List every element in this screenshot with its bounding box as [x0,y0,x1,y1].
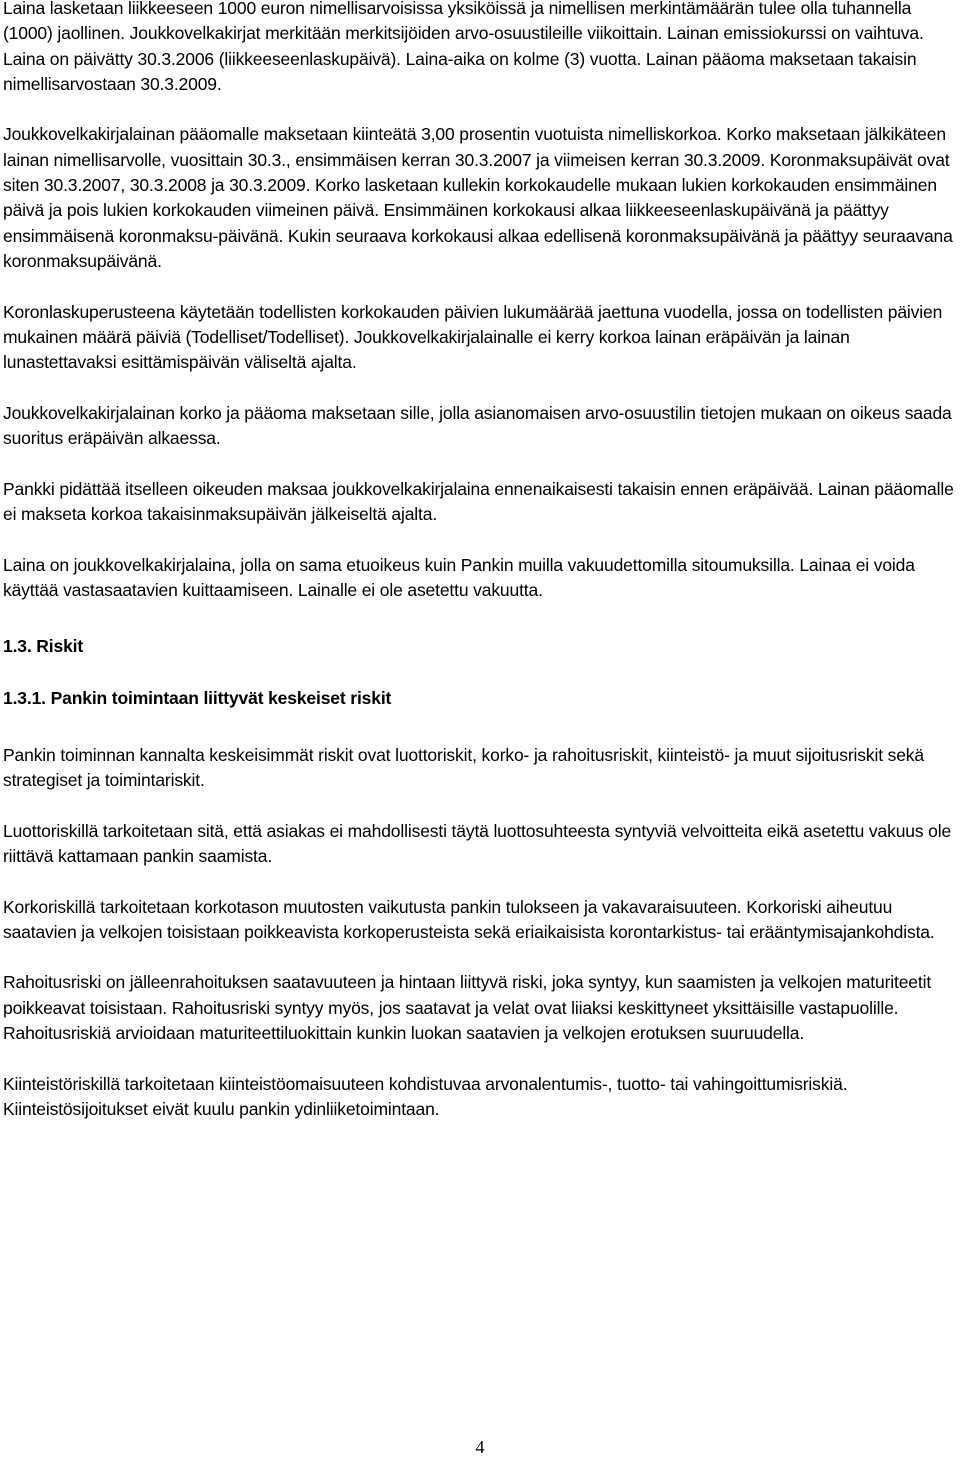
section-heading: 1.3. Riskit [3,636,84,657]
paragraph-real-estate-risk: Kiinteistöriskillä tarkoitetaan kiinteistöomaisuuteen kohdistuvaa arvonalentumis-, tuotto- tai vahingoittumisriskiä. Kiinteistösijoitukset eivät kuulu pankin ydinliiketoimintaan. [3,1073,848,1119]
paragraph-loan-intro: Laina lasketaan liikkeeseen 1000 euron nimellisarvoisissa yksiköissä ja nimellisen merkintämäärän tulee olla tuhannella (1000) jaollinen. Joukkovelkakirjat merkitään merkitsijöiden arvo-osuustileille viikoittain. Lainan emissiokurssi on vaihtuva. Laina on päivätty 30.3.2006 (liikkeeseenlaskupäivä). Laina-aika on kolme (3) vuotta. Lainan pääoma maksetaan takaisin nimellisarvostaan 30.3.2009. [3,0,924,94]
paragraph-spacer [3,274,955,299]
paragraph-spacer [3,451,955,476]
paragraph-spacer [3,603,955,634]
paragraph-spacer [3,659,955,686]
paragraph-risks-main: Pankin toiminnan kannalta keskeisimmät riskit ovat luottoriskit, korko- ja rahoitusriskit, kiinteistö- ja muut sijoitusriskit sekä strategiset ja toimintariskit. [3,744,924,791]
paragraph-spacer [3,869,955,894]
paragraph-credit-risk: Luottoriskillä tarkoitetaan sitä, että asiakas ei mahdollisesti täytä luottosuhteesta syntyviä velvoitteita eikä asetettu vakuus ole riittävä kattamaan pankin saamista. [3,820,952,866]
paragraph-spacer [3,1046,955,1071]
paragraph-spacer [3,712,955,743]
paragraph-spacer [3,97,955,122]
paragraph-interest: Joukkovelkakirjalainan pääomalle maksetaan kiinteätä 3,00 prosentin vuotuista nimelliskorkoa. Korko maksetaan jälkikäteen lainan nimellisarvolle, vuosittain 30.3., ensimmäisen kerran 30.3.2007 ja viimeisen kerran 30.3.2009. Koronmaksupäivät ovat siten 30.3.2007, 30.3.2008 ja 30.3.2009. Korko lasketaan kullekin korkokaudelle mukaan lukien korkokauden ensimmäinen päivä ja pois lukien korkokauden viimeinen päivä. Ensimmäinen korkokausi alkaa liikkeeseenlaskupäivänä ja päättyy ensimmäisenä koronmaksu-päivänä. Kukin seuraava korkokausi alkaa edellisenä koronmaksupäivänä ja päättyy seuraavana koronmaksupäivänä. [3,124,953,271]
subsection-heading: 1.3.1. Pankin toimintaan liittyvät keskeiset riskit [3,688,392,709]
paragraph-payment: Joukkovelkakirjalainan korko ja pääoma maksetaan sille, jolla asianomaisen arvo-osuustilin tietojen mukaan on oikeus saada suoritus eräpäivän alkaessa. [3,402,952,449]
paragraph-funding-risk: Rahoitusriski on jälleenrahoituksen saatavuuteen ja hintaan liittyvä riski, joka syntyy, kun saamisten ja velkojen maturiteetit poikkeavat toisistaan. Rahoitusriski syntyy myös, jos saatavat ja velat ovat liiaksi keskittyneet yksittäisille vastapuolille. Rahoitusriskiä arvioidaan maturiteettiluokittain kunkin luokan saatavien ja velkojen erotuksen suuruudella. [3,972,932,1043]
page-number: 4 [475,1437,485,1457]
paragraph-spacer [3,375,955,400]
paragraph-spacer [3,945,955,970]
paragraph-interest-risk: Korkoriskillä tarkoitetaan korkotason muutosten vaikutusta pankin tulokseen ja vakavaraisuuteen. Korkoriski aiheutuu saatavien ja velkojen toisistaan poikkeavista korkoperusteista sekä eriaikaisista korontarkistus- tai erääntymisajankohdista. [3,896,935,942]
paragraph-spacer [3,793,955,818]
document-body [3,0,955,1122]
paragraph-spacer [3,527,955,552]
paragraph-interest-basis: Koronlaskuperusteena käytetään todellisten korkokauden päivien lukumäärää jaettuna vuodella, jossa on todellisten päivien mukainen määrä päiviä (Todelliset/Todelliset). Joukkovelkakirjalainalle ei kerry korkoa lainan eräpäivän ja lainan lunastettavaksi esittämispäivän väliseltä ajalta. [3,301,943,373]
paragraph-ranking: Laina on joukkovelkakirjalaina, jolla on sama etuoikeus kuin Pankin muilla vakuudettomilla sitoumuksilla. Lainaa ei voida käyttää vastasaatavien kuittaamiseen. Lainalle ei ole asetettu vakuutta. [3,554,915,600]
paragraph-early-repayment: Pankki pidättää itselleen oikeuden maksaa joukkovelkakirjalaina ennenaikaisesti takaisin ennen eräpäivää. Lainan pääomalle ei makseta korkoa takaisinmaksupäivän jälkeiseltä ajalta. [3,478,954,524]
